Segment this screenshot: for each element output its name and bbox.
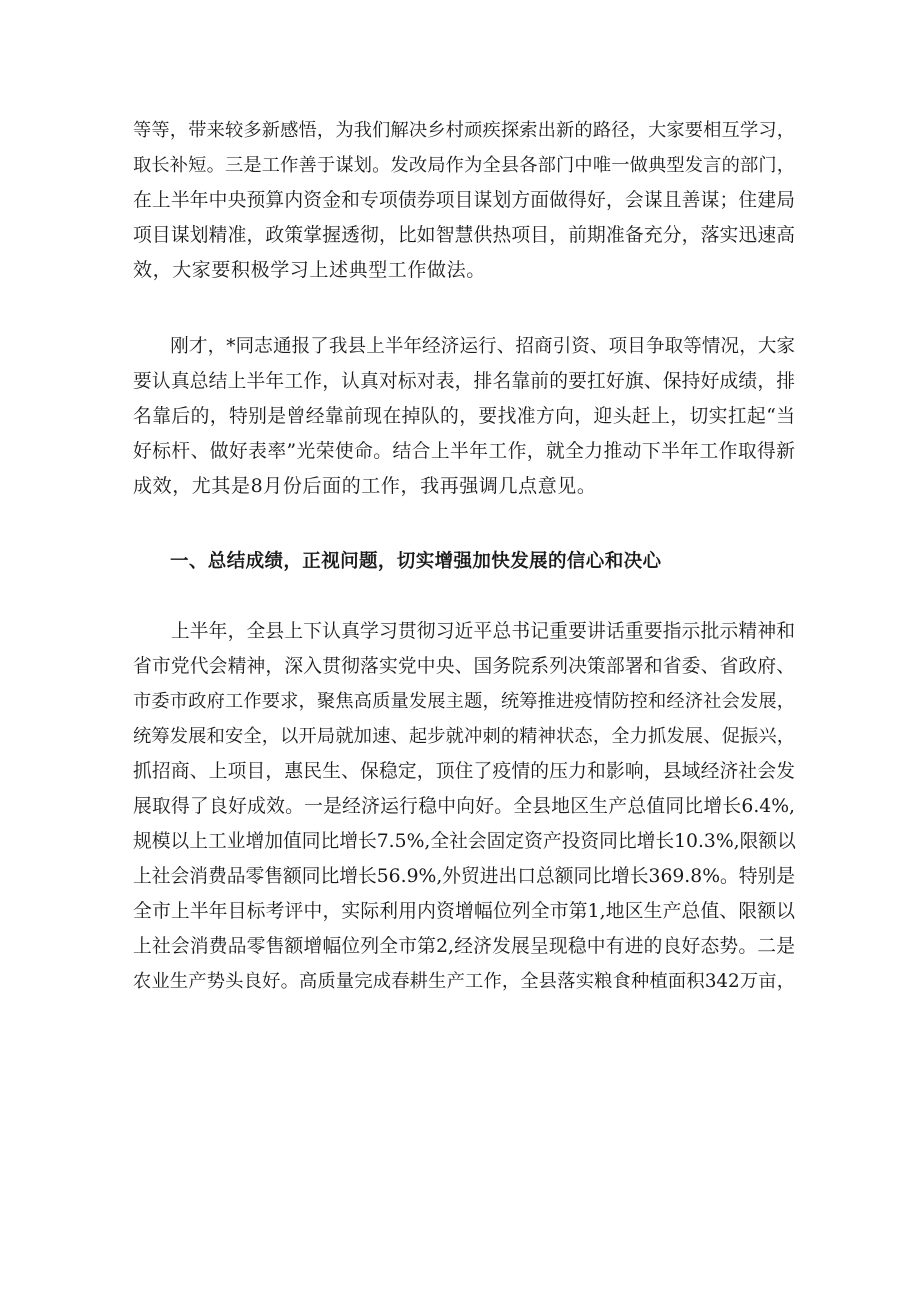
document-page [133,113,795,999]
text-line: 上社会消费品零售额增幅位列全市第2,经济发展呈现稳中有进的良好态势。二是 [133,936,795,957]
text-line: 规模以上工业增加值同比增长7.5%,全社会固定资产投资同比增长10.3%,限额以 [133,831,796,852]
text-line: 成效，尤其是8月份后面的工作，我再强调几点意见。 [133,475,597,497]
text-line: 项目谋划精准，政策掌握透彻，比如智慧供热项目，前期准备充分，落实迅速高 [133,225,795,246]
text-line: 省市党代会精神，深入贯彻落实党中央、国务院系列决策部署和省委、省政府、 [133,656,795,677]
text-line: 统筹发展和安全，以开局就加速、起步就冲刺的精神状态，全力抓发展、促振兴， [133,726,795,747]
text-line: 全市上半年目标考评中，实际利用内资增幅位列全市第1,地区生产总值、限额以 [133,901,795,922]
text-line: 上半年，全县上下认真学习贯彻习近平总书记重要讲话重要指示批示精神和 [133,621,795,642]
paragraph-2 [133,329,795,504]
text-line: 市委市政府工作要求，聚焦高质量发展主题，统筹推进疫情防控和经济社会发展， [133,691,795,712]
text-line: 抓招商、上项目，惠民生、保稳定，顶住了疫情的压力和影响，县域经济社会发 [133,761,795,782]
text-line: 取长补短。三是工作善于谋划。发改局作为全县各部门中唯一做典型发言的部门， [133,155,795,176]
text-line: 上社会消费品零售额同比增长56.9%,外贸进出口总额同比增长369.8%。特别是 [133,866,796,887]
text-line: 等等，带来较多新感悟，为我们解决乡村顽疾探索出新的路径，大家要相互学习， [133,120,795,141]
text-line: 刚才，*同志通报了我县上半年经济运行、招商引资、项目争取等情况，大家 [133,336,795,357]
text-line: 好标杆、做好表率”光荣使命。结合上半年工作，就全力推动下半年工作取得新 [133,441,795,462]
text-line: 展取得了良好成效。一是经济运行稳中向好。全县地区生产总值同比增长6.4%, [133,796,795,817]
text-line: 名靠后的，特别是曾经靠前现在掉队的，要找准方向，迎头赶上，切实扛起“当 [133,406,795,427]
text-line: 要认真总结上半年工作，认真对标对表，排名靠前的要扛好旗、保持好成绩，排 [133,371,795,392]
text-line: 在上半年中央预算内资金和专项债券项目谋划方面做得好，会谋且善谋；住建局 [133,190,795,211]
section-heading: 一、总结成绩，正视问题，切实增强加快发展的信心和决心 [170,551,662,572]
text-line: 农业生产势头良好。高质量完成春耕生产工作，全县落实粮食种植面积342万亩， [133,971,795,992]
paragraph-1 [133,113,795,288]
paragraph-3 [133,614,795,999]
text-line: 效，大家要积极学习上述典型工作做法。 [133,259,486,281]
